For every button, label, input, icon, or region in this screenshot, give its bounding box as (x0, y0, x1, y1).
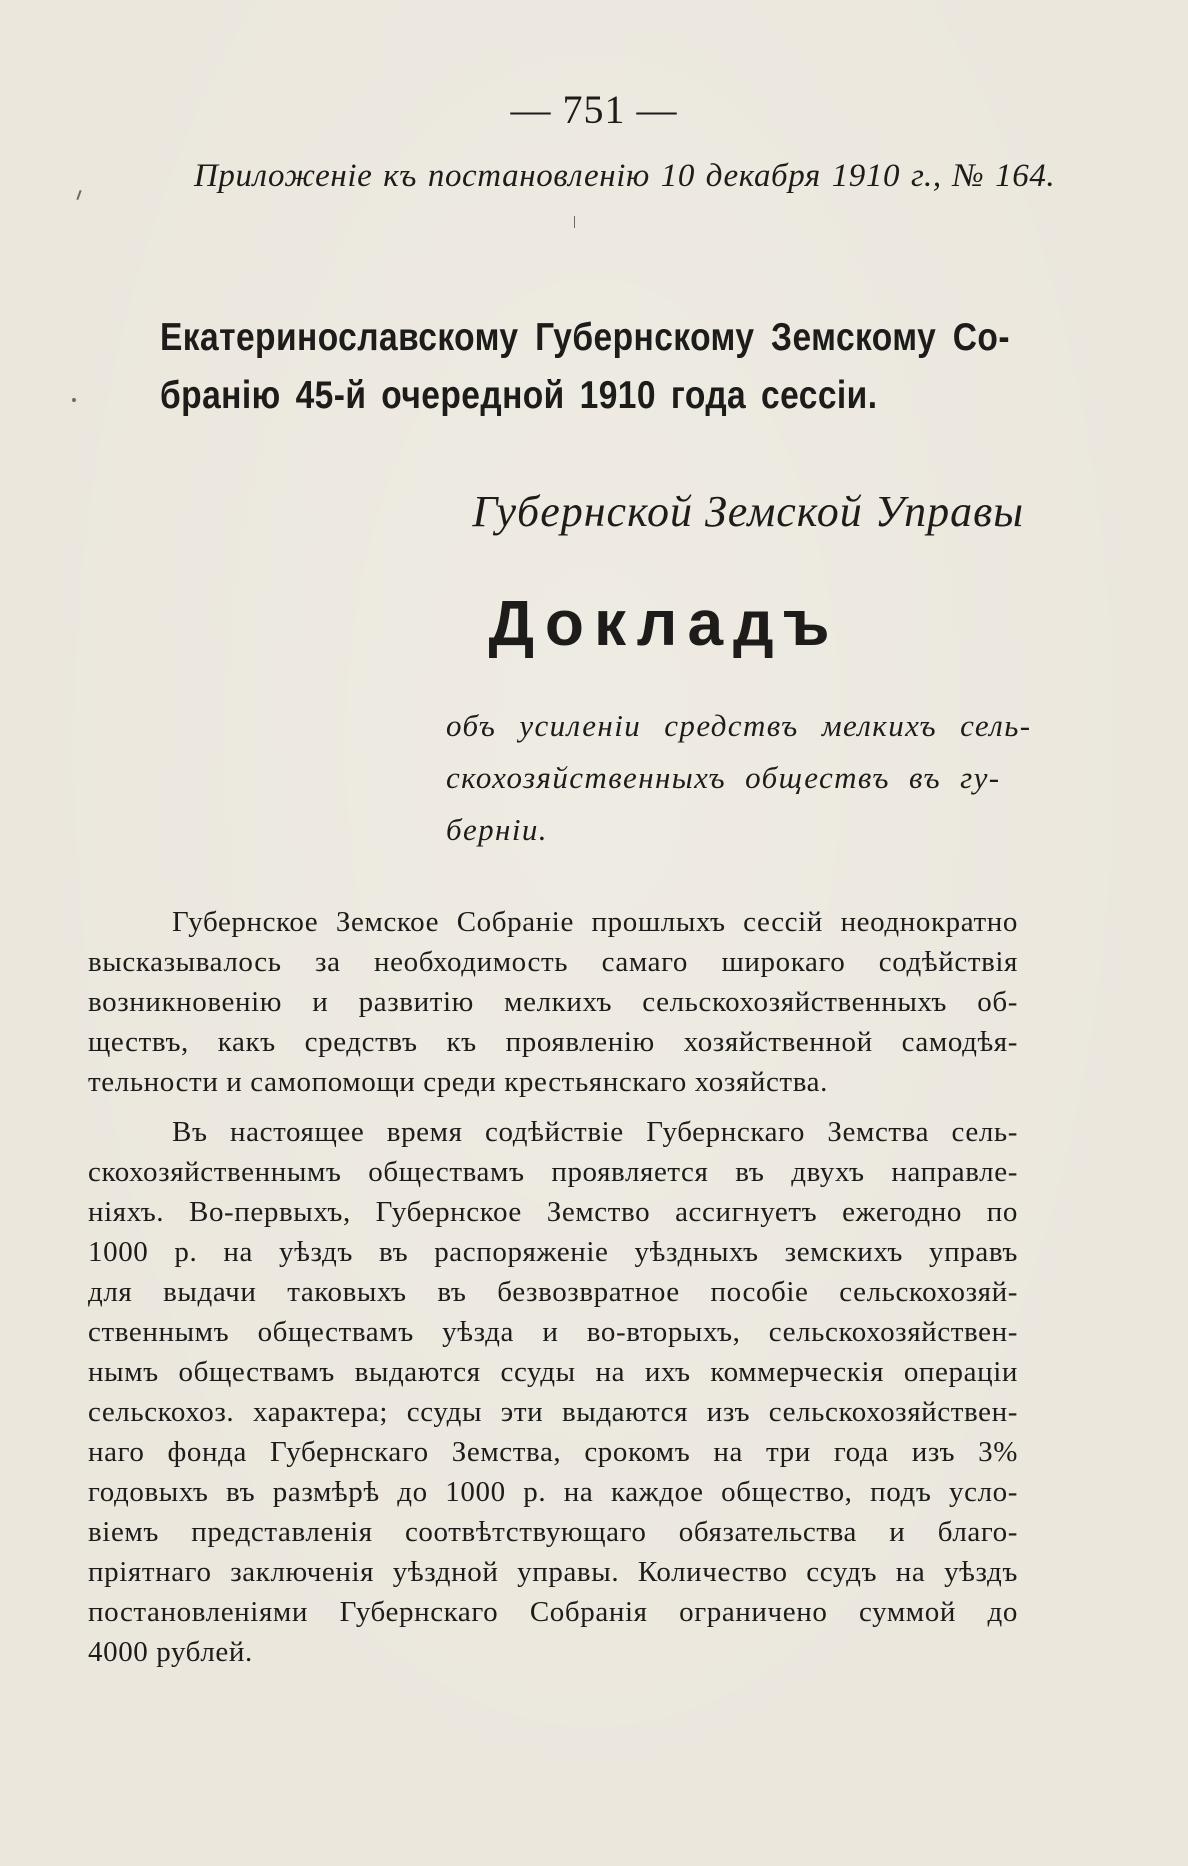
paragraph-2-line: сельскохоз. характера; ссуды эти выдаются изъ сельскохозяйствен- (88, 1396, 1018, 1428)
paragraph-2-line: пріятнаго заключенія уѣздной управы. Количество ссудъ на уѣздъ (88, 1556, 1018, 1588)
subject-line-3: берніи. (446, 812, 548, 847)
paragraph-1-line: высказывалось за необходимость самаго широкаго содѣйствія (88, 946, 1018, 978)
paragraph-2-line: нымъ обществамъ выдаются ссуды на ихъ коммерческія операціи (88, 1356, 1018, 1388)
subject-line-2: скохозяйственныхъ обществъ въ гу- (446, 760, 1001, 795)
paragraph-2-line: 4000 рублей. (88, 1636, 253, 1668)
paragraph-2-line: ственнымъ обществамъ уѣзда и во-вторыхъ, сельскохозяйствен- (88, 1316, 1018, 1348)
paragraph-2-line: годовыхъ въ размѣрѣ до 1000 р. на каждое общество, подъ усло- (88, 1476, 1018, 1508)
paragraph-2-line: наго фонда Губернскаго Земства, срокомъ на три года изъ 3% (88, 1436, 1018, 1468)
paragraph-2-line: віемъ представленія соотвѣтствующаго обязательства и благо- (88, 1516, 1018, 1548)
page-number: — 751 — (510, 87, 678, 132)
heading-line-1: Екатеринославскому Губернскому Земскому Со- (160, 316, 1010, 359)
paragraph-1-line: возникновенію и развитію мелкихъ сельскохозяйственныхъ об- (88, 986, 1018, 1018)
report-title: Докладъ (488, 587, 840, 659)
stray-mark (574, 216, 575, 228)
paragraph-1-line: ществъ, какъ средствъ къ проявленію хозяйственной самодѣя- (88, 1026, 1018, 1058)
paragraph-1-line: тельности и самопомощи среди крестьянскаго хозяйства. (88, 1066, 828, 1098)
paragraph-2-line: для выдачи таковыхъ въ безвозвратное пособіе сельскохозяй- (88, 1276, 1018, 1308)
board-name: Губернской Земской Управы (472, 487, 1024, 536)
heading-line-2: бранію 45-й очередной 1910 года сессіи. (160, 374, 878, 417)
appendix-note: Приложеніе къ постановленію 10 декабря 1910 г., № 164. (194, 158, 1056, 194)
paragraph-2-line: Въ настоящее время содѣйствіе Губернскаго Земства сель- (172, 1116, 1018, 1148)
stray-mark (76, 190, 81, 200)
paragraph-2-line: 1000 р. на уѣздъ въ распоряженіе уѣздныхъ земскихъ управъ (88, 1236, 1018, 1268)
paragraph-2-line: скохозяйственнымъ обществамъ проявляется въ двухъ направле- (88, 1156, 1018, 1188)
subject-line-1: объ усиленіи средствъ мелкихъ сель- (446, 708, 1032, 743)
paragraph-1-line: Губернское Земское Собраніе прошлыхъ сессій неоднократно (172, 906, 1018, 938)
paragraph-2-line: постановленіями Губернскаго Собранія ограничено суммой до (88, 1596, 1018, 1628)
paragraph-2-line: ніяхъ. Во-первыхъ, Губернское Земство ассигнуетъ ежегодно по (88, 1196, 1018, 1228)
stray-mark (72, 398, 76, 402)
